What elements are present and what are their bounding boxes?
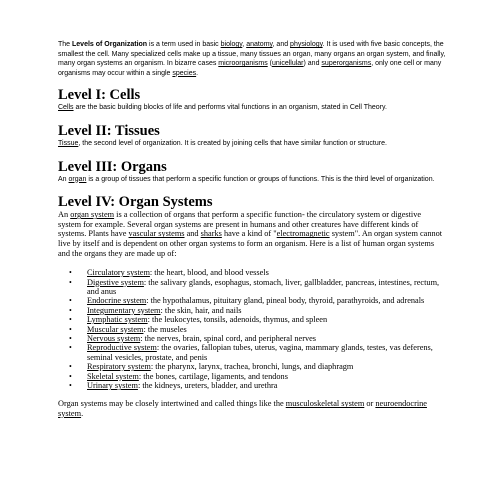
closing-paragraph — [58, 399, 446, 418]
system-link[interactable]: Lymphatic system — [87, 315, 148, 325]
system-organs: : the salivary glands, esophagus, stomach, liver, gallbladder, pancreas, intestines, rectum, and anus — [87, 277, 440, 296]
organ-link[interactable]: organ — [68, 175, 87, 183]
level4-text: system". An organ system cannot live by itself and is dependent on other organ systems to form an organism. Here is a list of human organ systems and the organs they are made up of: — [58, 229, 443, 258]
level3-text: An — [58, 175, 69, 183]
microorganisms-link[interactable]: microorganisms — [218, 60, 268, 68]
closing-text: Organ systems may be closely intertwined and called things like the — [58, 399, 286, 409]
superorganisms-link[interactable]: superorganisms — [321, 60, 372, 68]
list-item — [58, 268, 446, 277]
document-page — [58, 40, 446, 419]
system-organs: : the museles — [143, 324, 187, 334]
intro-text: , only one cell or many organisms may occur within a single — [58, 60, 442, 77]
intro-text: The — [58, 41, 73, 48]
level2-heading: Level II: Tissues — [58, 122, 160, 139]
level4-text: and — [184, 229, 201, 239]
intro-bold-term: Levels of Organization — [72, 41, 148, 48]
system-organs: : the ovaries, fallopian tubes, uterus, vagina, mammary glands, testes, vas deferens, seminal vesicles, prostate, and penis — [87, 343, 433, 362]
list-item — [58, 306, 446, 315]
cells-link[interactable]: Cells — [58, 104, 74, 112]
organ-system-link[interactable]: organ system — [70, 210, 115, 220]
system-link[interactable]: Nervous system — [87, 333, 141, 343]
system-organs: : the nerves, brain, spinal cord, and peripheral nerves — [140, 333, 317, 343]
vascular-systems-link[interactable]: vascular systems — [128, 229, 185, 239]
intro-text: ) and — [303, 60, 322, 68]
list-item — [58, 372, 446, 381]
list-item — [58, 334, 446, 343]
bullet-icon: • — [69, 296, 72, 306]
level3-section — [58, 160, 446, 185]
system-link[interactable]: Integumentary system — [87, 305, 161, 315]
system-link[interactable]: Reproductive system — [87, 343, 157, 353]
closing-text: or — [364, 399, 376, 409]
bullet-icon: • — [69, 305, 72, 315]
level1-section — [58, 88, 446, 113]
system-link[interactable]: Digestive system — [87, 277, 144, 287]
tissue-link[interactable]: Tissue — [58, 139, 79, 147]
system-link[interactable]: Urinary system — [87, 381, 138, 390]
level2-paragraph — [58, 139, 446, 149]
system-organs: : the hypothalamus, pituitary gland, pineal body, thyroid, parathyroids, and adrenals — [146, 296, 425, 306]
system-link[interactable]: Circulatory system — [87, 268, 150, 278]
intro-text: . — [196, 69, 199, 77]
intro-text: ( — [267, 60, 272, 68]
level3-paragraph — [58, 175, 446, 185]
list-item — [58, 296, 446, 305]
level2-section — [58, 124, 446, 149]
level3-heading: Level III: Organs — [58, 158, 167, 175]
level4-paragraph — [58, 210, 446, 258]
physiology-link[interactable]: physiology — [290, 41, 323, 48]
level2-text: , the second level of organization. It is created by joining cells that have similar function or structure. — [78, 139, 387, 147]
level4-text: is a collection of organs that perform a specific function- the circulatory system or digestive system for example. Several organ systems are present in humans and other creatures have different kinds of systems. Plants have — [58, 210, 422, 239]
bullet-icon: • — [69, 381, 72, 390]
level1-paragraph — [58, 103, 446, 113]
system-link[interactable]: Respiratory system — [87, 362, 151, 372]
list-item — [58, 278, 446, 297]
bullet-icon: • — [69, 315, 72, 325]
species-link[interactable]: species — [172, 69, 197, 77]
bullet-icon: • — [69, 343, 72, 353]
system-organs: : the kidneys, ureters, bladder, and urethra — [137, 381, 278, 390]
level4-text: An — [58, 210, 71, 220]
level4-text: have a kind of " — [221, 229, 277, 239]
musculoskeletal-system-link[interactable]: musculoskeletal system — [285, 399, 365, 409]
organ-systems-list — [58, 268, 446, 390]
list-item — [58, 325, 446, 334]
intro-text: is a term used in basic — [147, 41, 221, 48]
intro-text: , and — [272, 41, 291, 48]
level4-section — [58, 195, 446, 418]
electromagnetic-link[interactable]: electromagnetic — [276, 229, 330, 239]
list-item — [58, 343, 446, 362]
system-organs: : the bones, cartilage, ligaments, and tendons — [138, 371, 288, 381]
list-item — [58, 362, 446, 371]
anatomy-link[interactable]: anatomy — [246, 41, 273, 48]
bullet-icon: • — [69, 371, 72, 381]
closing-text: . — [81, 409, 84, 418]
sharks-link[interactable]: sharks — [200, 229, 222, 239]
level4-heading: Level IV: Organ Systems — [58, 194, 213, 211]
intro-text: , — [242, 41, 247, 48]
list-item — [58, 315, 446, 324]
system-organs: : the pharynx, larynx, trachea, bronchi, lungs, and diaphragm — [150, 362, 354, 372]
intro-text: . It is used with five basic concepts, the smallest the cell. Many specialized cells make up a tissue, many tissues an organ, many organs an organ system, and finally, many organ systems an organism. In bizarre cases — [58, 41, 446, 68]
level1-text: are the basic building blocks of life and performs vital functions in an organism, stated in Cell Theory. — [73, 104, 387, 112]
level1-heading: Level I: Cells — [58, 87, 141, 104]
list-item — [58, 381, 446, 390]
system-link[interactable]: Endocrine system — [87, 296, 147, 306]
bullet-icon: • — [69, 333, 72, 343]
bullet-icon: • — [69, 277, 72, 287]
system-link[interactable]: Skeletal system — [87, 371, 139, 381]
system-organs: : the heart, blood, and blood vessels — [149, 268, 269, 278]
system-organs: : the leukocytes, tonsils, adenoids, thymus, and spleen — [147, 315, 328, 325]
neuroendocrine-system-link[interactable]: neuroendocrine system — [58, 399, 427, 418]
system-organs: : the skin, hair, and nails — [160, 305, 242, 315]
intro-paragraph — [58, 40, 446, 78]
bullet-icon: • — [69, 268, 72, 278]
system-link[interactable]: Muscular system — [87, 324, 144, 334]
level3-text: is a group of tissues that perform a specific function or groups of functions. This is the third level of organization. — [86, 175, 435, 183]
bullet-icon: • — [69, 362, 72, 372]
bullet-icon: • — [69, 324, 72, 334]
biology-link[interactable]: biology — [220, 41, 243, 48]
unicellular-link[interactable]: unicellular — [271, 60, 304, 68]
